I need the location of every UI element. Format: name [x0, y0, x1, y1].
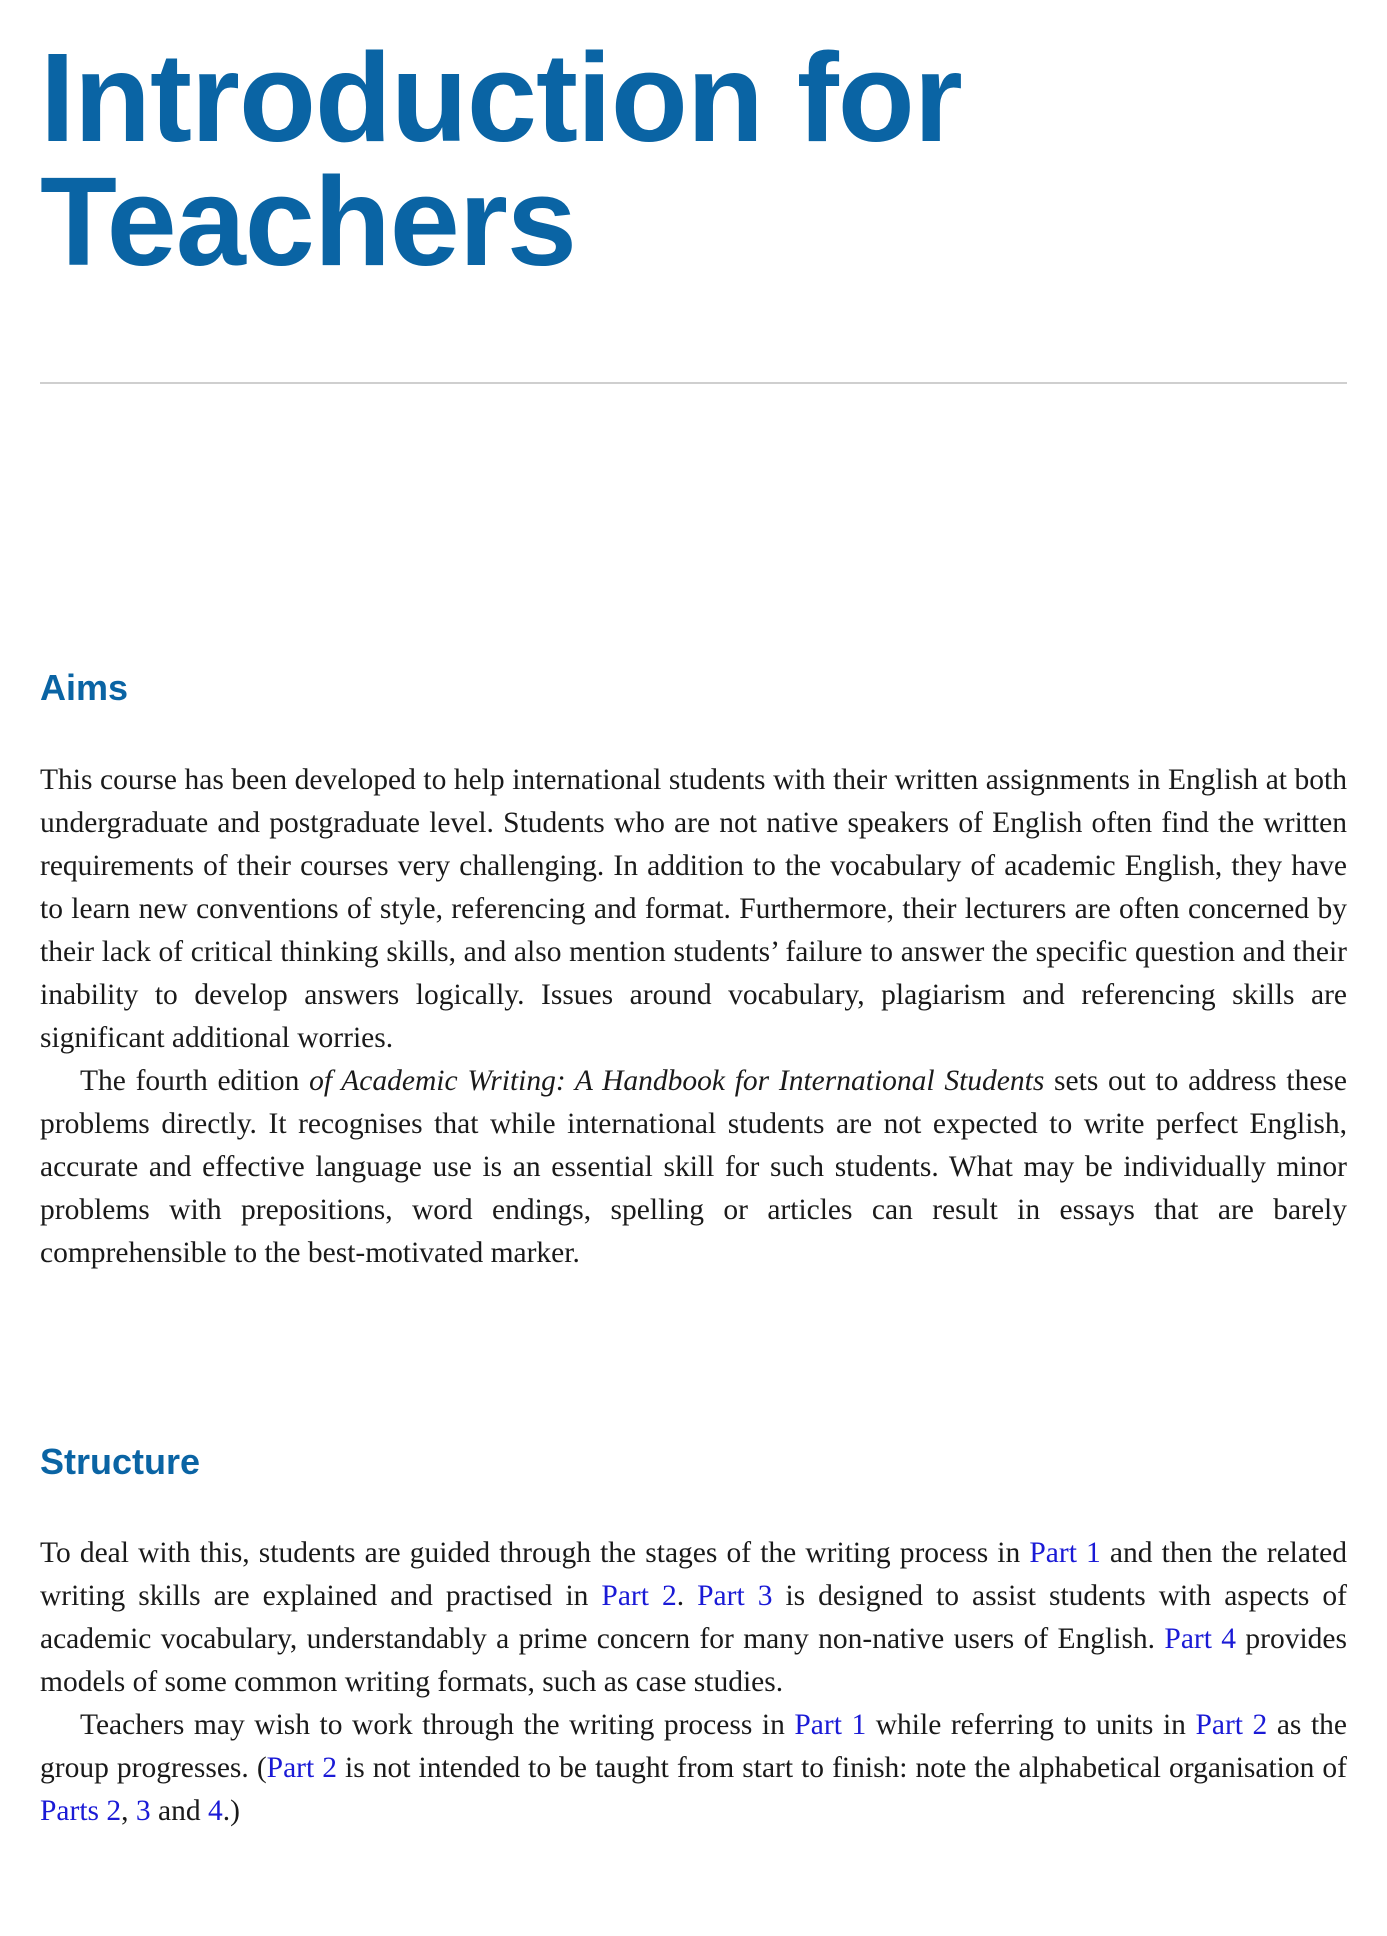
title-divider — [40, 382, 1347, 384]
part-2-link[interactable]: Part 2 — [601, 1580, 677, 1612]
part-4-link[interactable]: 4 — [207, 1795, 223, 1827]
text: To deal with this, students are guided through the stages of the writing process in — [40, 1537, 1030, 1569]
text: and — [150, 1795, 208, 1827]
part-2-link[interactable]: Part 2 — [266, 1752, 337, 1784]
book-title-italic: of Academic Writing: A Handbook for International Students — [309, 1065, 1045, 1097]
structure-paragraph-1 — [40, 1532, 1347, 1704]
page-title-line-2: Teachers — [40, 151, 576, 292]
text: .) — [222, 1795, 240, 1827]
part-1-link[interactable]: Part 1 — [794, 1709, 867, 1741]
part-3-link[interactable]: Part 3 — [697, 1580, 773, 1612]
text: Teachers may wish to work through the writing process in — [80, 1709, 795, 1741]
text: as the group progresses. ( — [40, 1709, 1347, 1784]
part-1-link[interactable]: Part 1 — [1029, 1537, 1101, 1569]
aims-paragraph-2 — [40, 1060, 1347, 1275]
aims-section — [40, 759, 1347, 1275]
structure-section — [40, 1532, 1347, 1833]
part-3-link[interactable]: 3 — [135, 1795, 151, 1827]
text: , — [121, 1795, 136, 1827]
structure-heading: Structure — [40, 1441, 201, 1482]
aims-heading: Aims — [40, 667, 129, 708]
aims-p2-text-a: The fourth edition — [80, 1065, 310, 1097]
page-title-line-1: Introduction for — [40, 27, 962, 168]
text: is designed to assist students with aspects of academic vocabulary, understandably a prime concern for many non-native users of English. — [40, 1580, 1347, 1655]
text: . — [676, 1580, 698, 1612]
text: is not intended to be taught from start to finish: note the alphabetical organisation of — [337, 1752, 1347, 1784]
parts-2-link[interactable]: Parts 2 — [40, 1795, 122, 1827]
aims-paragraph-1: This course has been developed to help international students with their written assignments in English at both undergraduate and postgraduate level. Students who are not native speakers of English often find the written requirements of their courses very challenging. In addition to the vocabulary of academic English, they have to learn new conventions of style, referencing and format. Furthermore, their lecturers are often concerned by their lack of critical thinking skills, and also mention students’ failure to answer the specific question and their inability to develop answers logically. Issues around vocabulary, plagiarism and referencing skills are significant additional worries. — [40, 764, 1347, 1054]
text: and then the related writing skills are explained and practised in — [40, 1537, 1347, 1612]
page-title — [40, 27, 962, 292]
part-4-link[interactable]: Part 4 — [1164, 1623, 1237, 1655]
text: provides models of some common writing formats, such as case studies. — [40, 1623, 1347, 1698]
text: while referring to units in — [866, 1709, 1196, 1741]
aims-p2-text-b: sets out to address these problems directly. It recognises that while international students are not expected to write perfect English, accurate and effective language use is an essential skill for such students. What may be individually minor problems with prepositions, word endings, spelling or articles can result in essays that are barely comprehensible to the best-motivated marker. — [40, 1065, 1348, 1269]
part-2-link[interactable]: Part 2 — [1195, 1709, 1268, 1741]
structure-paragraph-2 — [40, 1704, 1347, 1833]
